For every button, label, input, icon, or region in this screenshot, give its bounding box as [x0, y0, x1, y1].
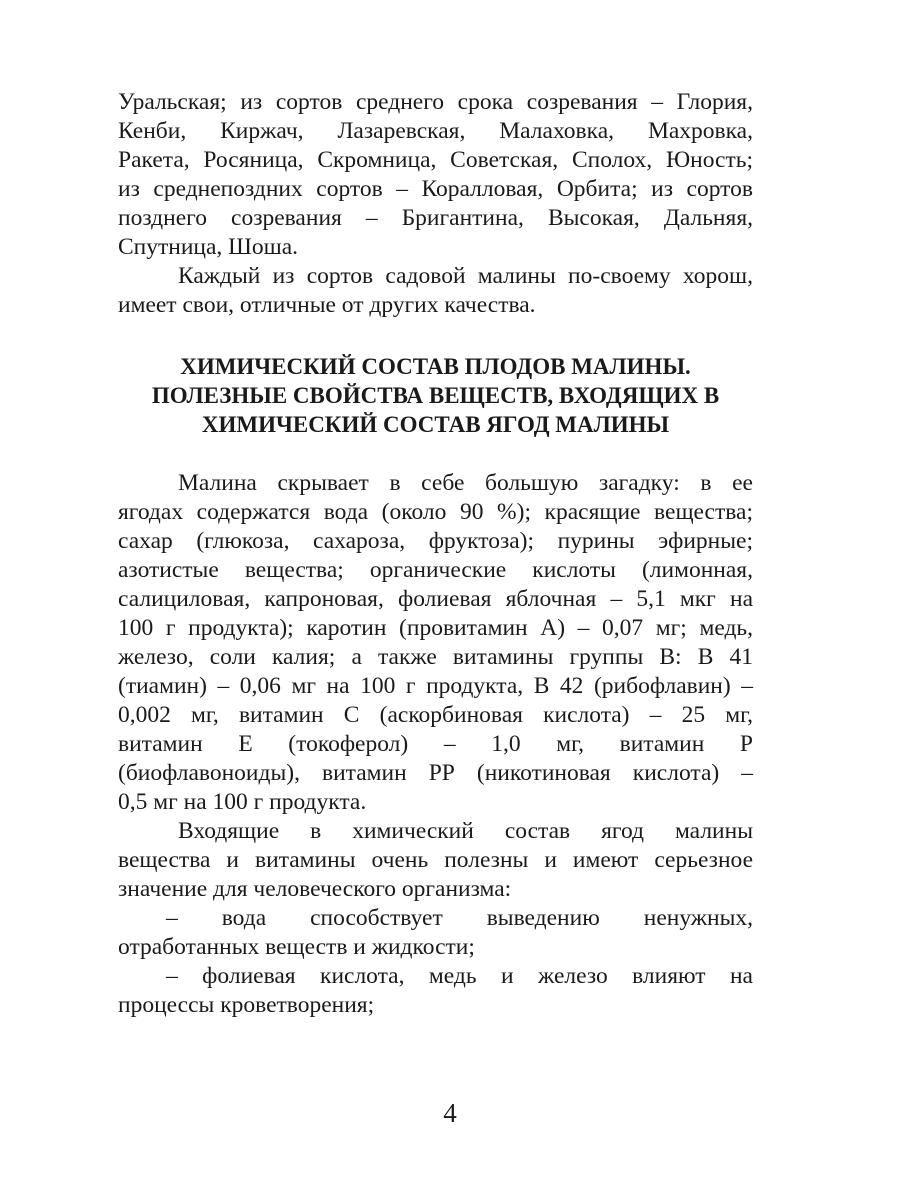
- list-item: [118, 904, 753, 962]
- text-line: Входящие в химический состав ягод малины: [178, 818, 753, 844]
- text-line: сахар (глюкоза, сахароза, фруктоза); пурины эфирные;: [118, 528, 753, 554]
- text-line: значение для человеческого организма:: [118, 876, 512, 902]
- text-line: из среднепоздних сортов – Коралловая, Орбита; из сортов: [118, 176, 753, 202]
- text-line: Ракета, Росяница, Скромница, Советская, Сполох, Юность;: [118, 147, 753, 173]
- text-line: Спутница, Шоша.: [118, 234, 299, 260]
- text-line: Уральская; из сортов среднего срока созревания – Глория,: [118, 89, 753, 115]
- text-line: отработанных веществ и жидкости;: [118, 934, 475, 960]
- text-line: вещества и витамины очень полезны и имеют серьезное: [118, 847, 753, 873]
- text-line: азотистые вещества; органические кислоты (лимонная,: [118, 557, 753, 583]
- heading-line: ХИМИЧЕСКИЙ СОСТАВ ПЛОДОВ МАЛИНЫ.: [180, 354, 691, 379]
- text-line: салициловая, капроновая, фолиевая яблочная – 5,1 мкг на: [118, 586, 753, 612]
- text-line: имеет свои, отличные от других качества.: [118, 292, 536, 318]
- heading-line: ХИМИЧЕСКИЙ СОСТАВ ЯГОД МАЛИНЫ: [201, 412, 670, 437]
- paragraph-benefits-intro: [118, 817, 753, 904]
- paragraph-composition: [118, 469, 753, 817]
- text-line: 0,5 мг на 100 г продукта.: [118, 789, 367, 815]
- text-line: Каждый из сортов садовой малины по-своему хорош,: [178, 263, 753, 289]
- text-line: Кенби, Киржач, Лазаревская, Малаховка, Махровка,: [118, 118, 753, 144]
- text-line: (тиамин) – 0,06 мг на 100 г продукта, В 42 (рибофлавин) –: [118, 673, 753, 699]
- page-body: [118, 88, 753, 1020]
- paragraph-varieties-list: [118, 88, 753, 262]
- text-line: железо, соли калия; а также витамины группы В: В 41: [118, 644, 753, 670]
- text-line: – вода способствует выведению ненужных,: [166, 905, 753, 931]
- section-heading: [118, 352, 753, 439]
- text-line: Малина скрывает в себе большую загадку: в ее: [178, 470, 753, 496]
- text-line: процессы кроветворения;: [118, 992, 375, 1018]
- text-line: – фолиевая кислота, медь и железо влияют на: [166, 963, 753, 989]
- text-line: 0,002 мг, витамин С (аскорбиновая кислота) – 25 мг,: [118, 702, 753, 728]
- text-line: позднего созревания – Бригантина, Высокая, Дальняя,: [118, 205, 753, 231]
- list-item: [118, 962, 753, 1020]
- text-line: ягодах содержатся вода (около 90 %); красящие вещества;: [118, 499, 753, 525]
- text-line: (биофлавоноиды), витамин РР (никотиновая кислота) –: [118, 760, 753, 786]
- text-line: витамин Е (токоферол) – 1,0 мг, витамин Р: [118, 731, 753, 757]
- paragraph-each-variety: [118, 262, 753, 320]
- page-number: 4: [443, 1098, 457, 1128]
- heading-line: ПОЛЕЗНЫЕ СВОЙСТВА ВЕЩЕСТВ, ВХОДЯЩИХ В: [151, 383, 720, 408]
- text-line: 100 г продукта); каротин (провитамин А) – 0,07 мг; медь,: [118, 615, 753, 641]
